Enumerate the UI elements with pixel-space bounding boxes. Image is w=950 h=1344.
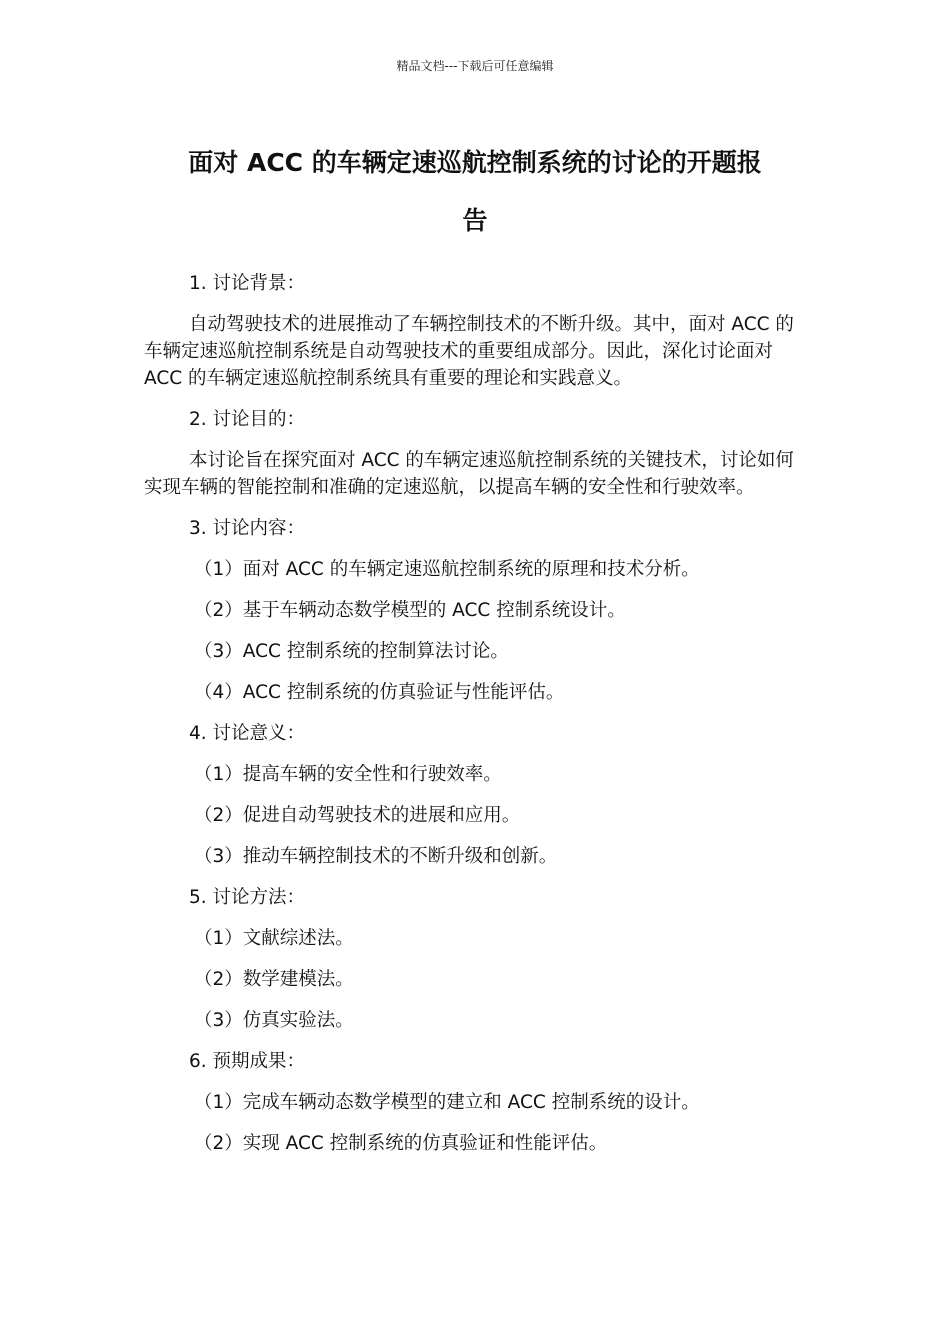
section-text-purpose: 本讨论旨在探究面对 ACC 的车辆定速巡航控制系统的关键技术，讨论如何实现车辆的智能控制和准确的定速巡航，以提高车辆的安全性和行驶效率。	[144, 450, 794, 498]
header-note: 精品文档---下载后可任意编辑	[396, 59, 554, 73]
section-heading-background: 1. 讨论背景：	[189, 273, 306, 294]
list-item: （3）ACC 控制系统的控制算法讨论。	[194, 641, 509, 662]
list-item: （3）仿真实验法。	[194, 1010, 354, 1031]
document-body	[144, 270, 812, 1171]
list-item: （1）提高车辆的安全性和行驶效率。	[194, 764, 502, 785]
list-item: （1）文献综述法。	[194, 928, 354, 949]
title-line-1: 面对 ACC 的车辆定速巡航控制系统的讨论的开题报	[188, 148, 762, 177]
list-item: （2）数学建模法。	[194, 969, 354, 990]
section-heading-methods: 5. 讨论方法：	[189, 887, 306, 908]
list-item: （2）促进自动驾驶技术的进展和应用。	[194, 805, 521, 826]
list-item: （1）面对 ACC 的车辆定速巡航控制系统的原理和技术分析。	[194, 559, 700, 580]
list-item: （2）实现 ACC 控制系统的仿真验证和性能评估。	[194, 1133, 608, 1154]
list-item: （4）ACC 控制系统的仿真验证与性能评估。	[194, 682, 565, 703]
list-item: （1）完成车辆动态数学模型的建立和 ACC 控制系统的设计。	[194, 1092, 700, 1113]
title-line-2: 告	[462, 206, 488, 235]
list-item: （3）推动车辆控制技术的不断升级和创新。	[194, 846, 558, 867]
section-text-background: 自动驾驶技术的进展推动了车辆控制技术的不断升级。其中，面对 ACC 的车辆定速巡航控制系统是自动驾驶技术的重要组成部分。因此，深化讨论面对 ACC 的车辆定速巡航控制系统具有重要的理论和实践意义。	[144, 314, 794, 389]
document-title	[140, 134, 810, 250]
section-heading-significance: 4. 讨论意义：	[189, 723, 306, 744]
section-heading-content: 3. 讨论内容：	[189, 518, 306, 539]
section-heading-results: 6. 预期成果：	[189, 1051, 306, 1072]
list-item: （2）基于车辆动态数学模型的 ACC 控制系统设计。	[194, 600, 626, 621]
section-heading-purpose: 2. 讨论目的：	[189, 409, 306, 430]
